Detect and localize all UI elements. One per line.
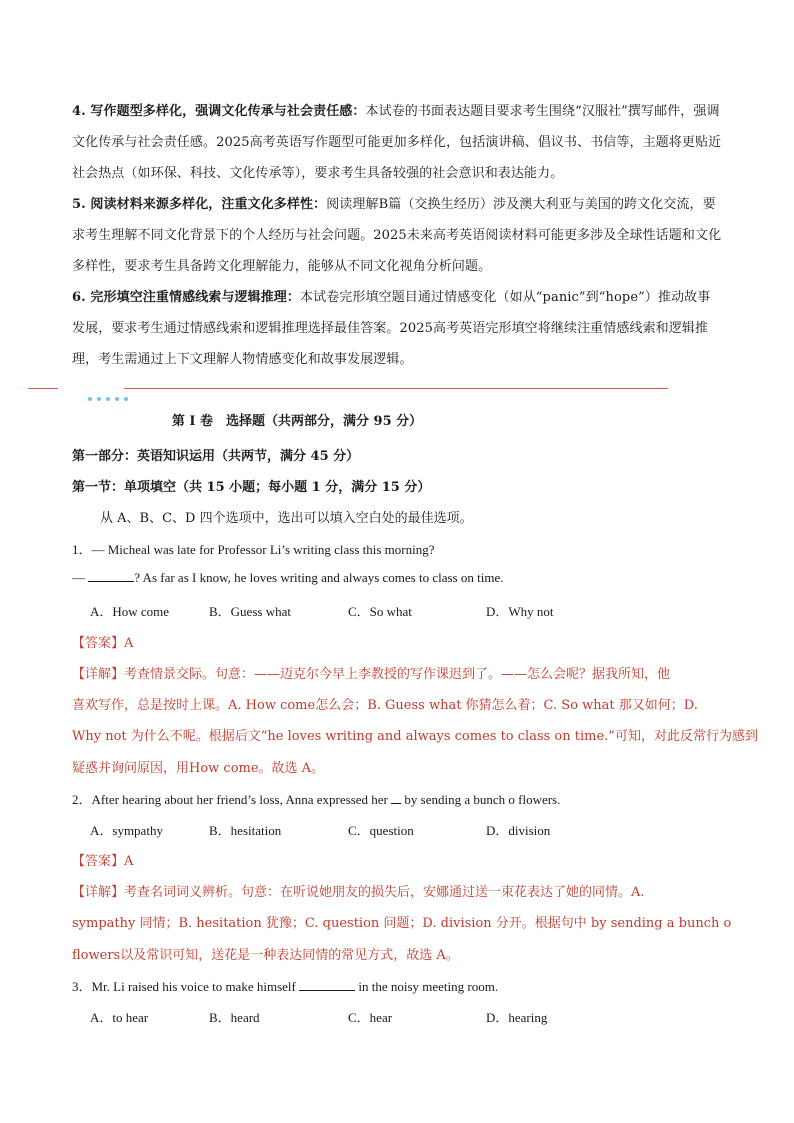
instruction: 从 A、B、C、D 四个选项中，选出可以填入空白处的最佳选项。	[100, 511, 473, 526]
intro-point-text: 本试卷的书面表达题目要求考生围绕“汉服社”撰写邮件，强调文化传承与社会责任感。2025高考英语写作题型可能更加多样化，包括演讲稿、倡议书、书信等，主题将更贴近社会热点（如环保、科技、文化传承等），要求考生具备较强的社会意识和表达能力。	[72, 104, 722, 181]
question-3-option-c: C．hear	[348, 1010, 393, 1025]
question-3-option-d: D．hearing	[486, 1010, 548, 1025]
question-1-option-b: B．Guess what	[209, 604, 291, 619]
intro-point-text: 阅读理解B篇（交换生经历）涉及澳大利亚与美国的跨文化交流，要求考生理解不同文化背景下的个人经历与社会问题。2025未来高考英语阅读材料可能更多涉及全球性话题和文化多样性，要求考生具备跨文化理解能力，能够从不同文化视角分析问题。	[72, 197, 722, 274]
answer-blank	[299, 979, 355, 991]
question-2-answer: 【答案】A	[72, 854, 134, 869]
question-1-detail-line: 【详解】考查情景交际。句意：——迈克尔今早上李教授的写作课迟到了。——怎么会呢？据我所知，他	[72, 667, 671, 682]
question-2-option-b: B．hesitation	[209, 823, 282, 838]
question-3-option-b: B．heard	[209, 1010, 260, 1025]
question-1-option-d: D．Why not	[486, 604, 554, 619]
question-1-detail-line: 疑惑并询问原因，用How come。故选 A。	[72, 761, 325, 776]
section-title: 第 I 卷 选择题（共两部分，满分 95 分）	[171, 414, 423, 429]
question-2-detail-line: 【详解】考查名词词义辨析。句意：在听说她朋友的损失后，安娜通过送一束花表达了她的同情。A.	[72, 885, 645, 900]
question-3-option-a: A．to hear	[90, 1010, 149, 1025]
part1-title: 第一部分：英语知识运用（共两节，满分 45 分）	[72, 449, 360, 464]
question-1-detail-line: Why not 为什么不呢。根据后文“he loves writing and always comes to class on time.”可知，对此反常行为感到	[72, 729, 758, 744]
question-1-option-a: A．How come	[90, 604, 170, 619]
section1-title: 第一节：单项填空（共 15 小题；每小题 1 分，满分 15 分）	[72, 480, 431, 495]
question-2-stem: 2．After hearing about her friend’s loss, Anna expressed her by sending a bunch o flowers.	[72, 792, 561, 807]
question-2-detail-line: flowers以及常识可知，送花是一种表达同情的常见方式，故选 A。	[72, 948, 459, 963]
question-1-line2: — ? As far as I know, he loves writing and always comes to class on time.	[72, 570, 504, 585]
section-divider	[28, 386, 668, 392]
intro-point-4	[72, 96, 722, 189]
question-1-detail-line: 喜欢写作，总是按时上课。A. How come怎么会；B. Guess what 你猜怎么着；C. So what 那又如何；D.	[72, 698, 698, 713]
intro-point-5	[72, 189, 722, 282]
question-2-detail-line: sympathy 同情；B. hesitation 犹豫；C. question 问题；D. division 分开。根据句中 by sending a bunch o	[72, 916, 732, 931]
question-1-answer: 【答案】A	[72, 636, 134, 651]
question-2-option-c: C．question	[348, 823, 414, 838]
question-3-stem: 3．Mr. Li raised his voice to make himself in the noisy meeting room.	[72, 979, 499, 994]
intro-point-heading: 6. 完形填空注重情感线索与逻辑推理：	[72, 290, 300, 305]
intro-point-heading: 4. 写作题型多样化，强调文化传承与社会责任感：	[72, 104, 366, 119]
question-1-option-c: C．So what	[348, 604, 412, 619]
intro-point-heading: 5. 阅读材料来源多样化，注重文化多样性：	[72, 197, 327, 212]
intro-point-text: 本试卷完形填空题目通过情感变化（如从“panic”到“hope”）推动故事发展，要求考生通过情感线索和逻辑推理选择最佳答案。2025高考英语完形填空将继续注重情感线索和逻辑推理，考生需通过上下文理解人物情感变化和故事发展逻辑。	[72, 290, 711, 367]
question-2-option-a: A．sympathy	[90, 823, 163, 838]
answer-blank	[88, 570, 134, 582]
question-2-option-d: D．division	[486, 823, 551, 838]
answer-blank	[391, 792, 401, 804]
question-1-stem: 1．— Micheal was late for Professor Li’s writing class this morning?	[72, 542, 435, 557]
intro-point-6	[72, 282, 722, 375]
